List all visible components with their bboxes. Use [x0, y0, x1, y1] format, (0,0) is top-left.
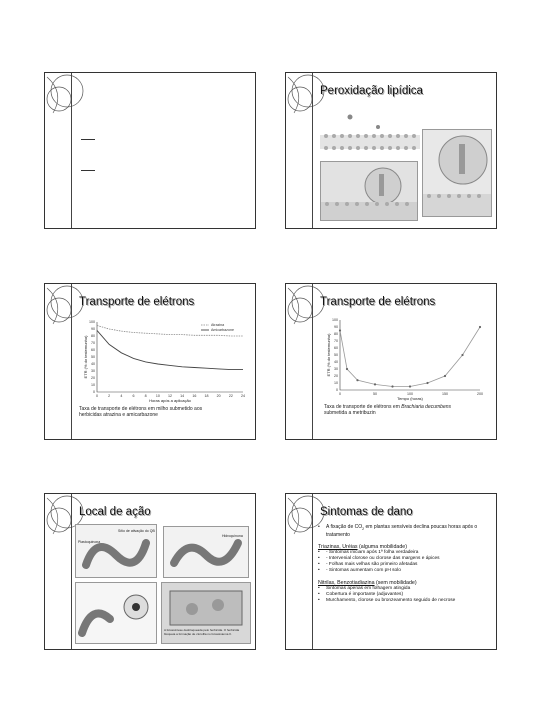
y-tick-label: 30 [334, 367, 338, 372]
slide-title: Peroxidação lipídica [320, 85, 423, 97]
site-panel-2 [163, 526, 249, 578]
axes [340, 320, 480, 390]
y-tick-label: 50 [334, 353, 338, 358]
group2-head: Nitrilas, Benzotiadiazina [318, 580, 375, 586]
y-tick-label: 20 [91, 376, 95, 381]
x-tick-label: 150 [442, 392, 448, 396]
data-point [374, 383, 376, 385]
vertical-rule [312, 73, 313, 228]
symptoms-body [318, 524, 490, 604]
y-axis-label: ETR (% do testemunha) [83, 335, 88, 379]
x-tick-label: 200 [477, 392, 483, 396]
y-tick-label: 70 [91, 341, 95, 346]
etr-chart-maize [75, 316, 251, 406]
x-tick-label: 12 [168, 394, 172, 398]
y-tick-label: 10 [91, 383, 95, 388]
label-sitio: Sítio de ativação do QB [118, 529, 155, 533]
x-tick-label: 6 [132, 394, 135, 398]
vertical-rule [312, 284, 313, 439]
y-tick-label: 90 [334, 325, 338, 330]
legend-label: Atrazina [211, 323, 225, 328]
group2-item: • Cobertura é importante (adjuvantes) [318, 592, 490, 598]
axes [97, 322, 243, 392]
data-point [444, 375, 446, 377]
y-tick-label: 50 [91, 355, 95, 360]
group1-item: • - Folhas mais velhas são primeiro afetadas [318, 562, 490, 568]
data-point [391, 385, 393, 387]
vertical-rule [71, 73, 72, 228]
series-line [340, 327, 480, 387]
slide-3 [44, 283, 256, 440]
y-tick-label: 30 [91, 369, 95, 374]
x-tick-label: 50 [373, 392, 377, 396]
x-tick-label: 10 [155, 394, 160, 398]
x-tick-label: 20 [216, 394, 221, 398]
group1-item: • - Intervenial clorose ou clorose das margens e ápices [318, 556, 490, 562]
chart-caption [324, 404, 474, 416]
series-line [97, 330, 243, 369]
x-tick-label: 0 [339, 392, 341, 396]
x-tick-label: 100 [407, 392, 413, 396]
intro-paragraph [318, 524, 490, 538]
x-tick-label: 2 [108, 394, 111, 398]
data-point [461, 354, 463, 356]
vertical-rule [71, 494, 72, 649]
slide-title: Transporte de elétrons [320, 296, 436, 308]
membrane-illustration [320, 105, 420, 155]
label-plastoquinona: Plastoquinona [78, 540, 101, 544]
group1-item: • - Sintomas aumentam com pH solo [318, 568, 490, 574]
data-point [339, 329, 341, 331]
x-tick-label: 0 [96, 394, 98, 398]
intro-suffix: em plantas sensíveis declina poucas horas após o tratamento [326, 524, 478, 538]
caption-species: Brachiaria decumbens [401, 404, 452, 410]
y-tick-label: 100 [89, 320, 95, 325]
site-panel-3 [75, 582, 157, 644]
slide-title: Sintomas de dano [320, 506, 413, 518]
y-tick-label: 10 [334, 381, 338, 386]
y-tick-label: 40 [334, 360, 338, 365]
slide-title: Transporte de elétrons [79, 296, 195, 308]
y-tick-label: 60 [334, 346, 338, 351]
y-tick-label: 80 [334, 332, 338, 337]
data-point [356, 379, 358, 381]
legend-label: Amicarbazone [211, 328, 234, 333]
slide-title: Local de ação [79, 506, 151, 518]
vertical-rule [312, 494, 313, 649]
x-tick-label: 14 [180, 394, 185, 398]
site-panel-4 [161, 582, 251, 644]
x-tick-label: 16 [192, 394, 197, 398]
slide-2 [285, 72, 497, 229]
data-point [479, 326, 481, 328]
x-tick-label: 8 [144, 394, 147, 398]
group2-head-suffix: (sem mobilidade) [374, 580, 417, 586]
chart-caption: Taxa de transporte de elétrons em milho submetido aos herbicidas atrazina e amicarbazone [79, 406, 203, 418]
vertical-rule [71, 284, 72, 439]
y-tick-label: 80 [91, 334, 95, 339]
x-axis-label: Tempo (horas) [397, 396, 423, 401]
x-axis-label: Horas após a aplicação [149, 398, 191, 403]
slide-4 [285, 283, 497, 440]
lipid-panel-right [422, 129, 492, 217]
etr-chart-brachiaria [316, 314, 492, 404]
blank-line [81, 170, 95, 171]
y-axis-label: ETR (% do testemunha) [326, 333, 331, 377]
data-point [346, 368, 348, 370]
y-tick-label: 40 [91, 362, 95, 367]
x-tick-label: 22 [228, 394, 233, 398]
label-hidroquinona: Hidroquinona [222, 534, 243, 538]
group2-item: • Murchamento, clorose ou bronzeamento seguido de necrose [318, 598, 490, 604]
caption-suffix: submetida a metribuzin [324, 410, 376, 416]
slide-1 [44, 72, 256, 229]
site-note: A fotossíntese desbloqueada pelo herbicida. O herbicida bloqueia a formação de clorofila no fotossistema II. [164, 628, 240, 636]
group2-item: • Sintomas apenas em folhagem atingida [318, 586, 490, 592]
y-tick-label: 100 [332, 318, 338, 323]
y-tick-label: 20 [334, 374, 338, 379]
group1-item: • - Sintomas iniciam após 1ª folha verdadeira [318, 550, 490, 556]
y-tick-label: 90 [91, 327, 95, 332]
swirl-decoration [45, 73, 85, 228]
intro-prefix: A fixação de CO [326, 524, 363, 530]
y-tick-label: 0 [93, 390, 95, 395]
x-tick-label: 4 [120, 394, 123, 398]
caption-prefix: Taxa de transporte de elétrons em [324, 404, 402, 410]
x-tick-label: 18 [204, 394, 209, 398]
site-panel-1 [75, 524, 157, 578]
slide-6 [285, 493, 497, 650]
blank-line [81, 139, 95, 140]
y-tick-label: 0 [336, 388, 338, 393]
lipid-panel-left [320, 161, 418, 221]
y-tick-label: 70 [334, 339, 338, 344]
data-point [426, 382, 428, 384]
intro-sub: 2 [362, 527, 365, 531]
data-point [409, 385, 411, 387]
slide-5 [44, 493, 256, 650]
y-tick-label: 60 [91, 348, 95, 353]
group1-head: Triazinas, Uréias [318, 544, 358, 550]
x-tick-label: 24 [241, 394, 245, 398]
group1-head-suffix: (alguma mobilidade) [357, 544, 408, 550]
